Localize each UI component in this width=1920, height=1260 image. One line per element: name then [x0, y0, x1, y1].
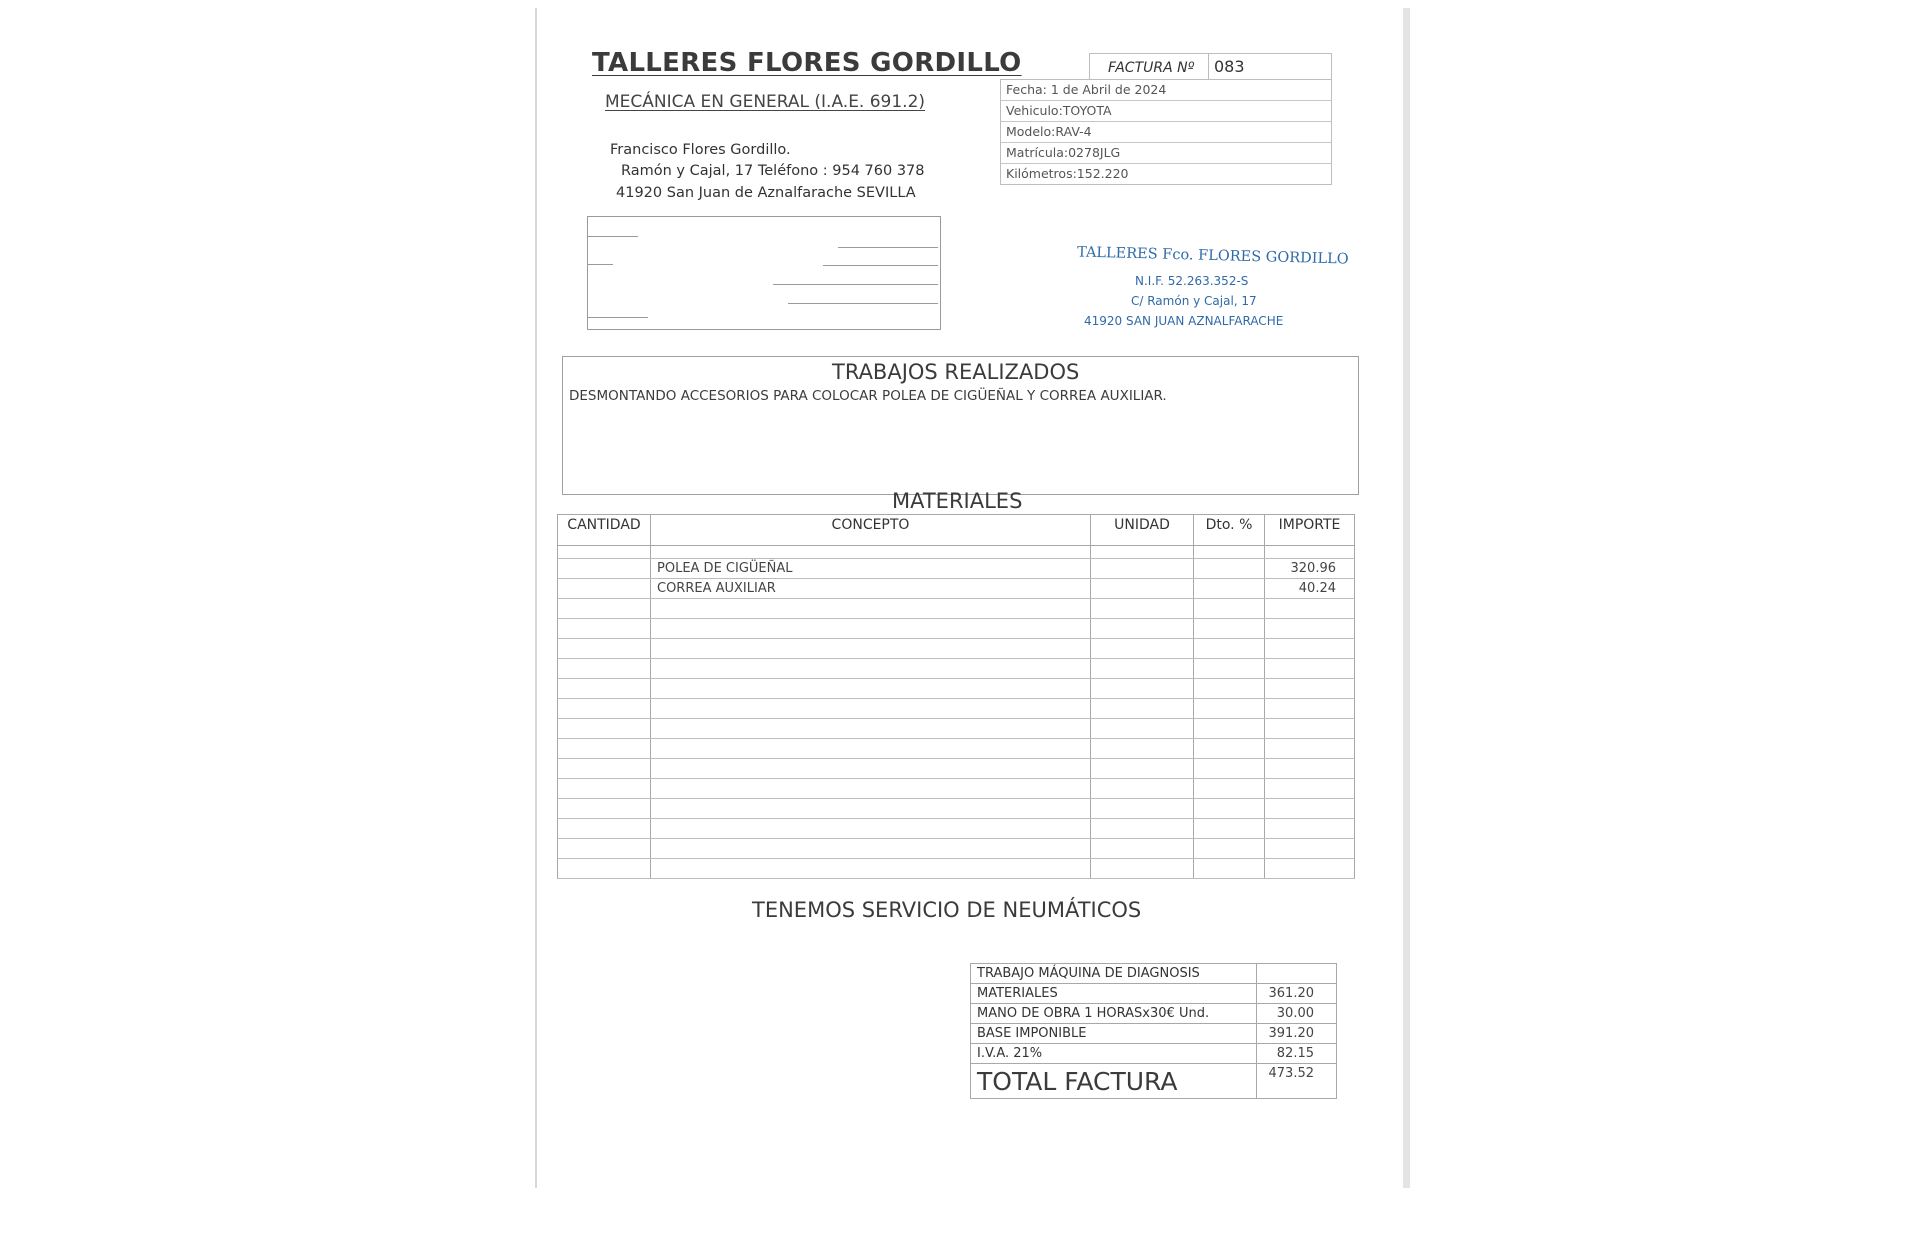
materials-header-row — [558, 515, 1355, 546]
empty-cell — [651, 599, 1091, 619]
empty-cell — [651, 739, 1091, 759]
empty-cell — [1194, 639, 1265, 659]
empty-cell — [1091, 719, 1194, 739]
invoice-number: 083 — [1214, 57, 1245, 76]
empty-cell — [651, 719, 1091, 739]
empty-cell — [1091, 799, 1194, 819]
item-dto — [1194, 579, 1265, 599]
invoice-plate: Matrícula:0278JLG — [1001, 143, 1331, 164]
stamp-line-3: C/ Ramón y Cajal, 17 — [1131, 294, 1257, 308]
empty-cell — [1265, 819, 1355, 839]
totals-table — [970, 963, 1337, 1099]
item-importe: 320.96 — [1265, 559, 1355, 579]
invoice-number-label: FACTURA Nº — [1108, 60, 1195, 76]
col-importe: IMPORTE — [1265, 515, 1355, 546]
table-row — [558, 719, 1355, 739]
trabajos-description: DESMONTANDO ACCESORIOS PARA COLOCAR POLEA DE CIGÜEÑAL Y CORREA AUXILIAR. — [569, 388, 1167, 404]
empty-cell — [1091, 679, 1194, 699]
table-row — [558, 859, 1355, 879]
empty-cell — [1265, 719, 1355, 739]
company-city: 41920 San Juan de Aznalfarache SEVILLA — [616, 185, 916, 201]
empty-cell — [558, 799, 651, 819]
table-row — [558, 599, 1355, 619]
empty-cell — [1194, 699, 1265, 719]
empty-cell — [651, 779, 1091, 799]
item-importe: 40.24 — [1265, 579, 1355, 599]
empty-cell — [558, 659, 651, 679]
totals-value: 82.15 — [1257, 1044, 1337, 1064]
table-row — [558, 659, 1355, 679]
trabajos-title: TRABAJOS REALIZADOS — [832, 360, 1080, 384]
invoice-km: Kilómetros:152.220 — [1006, 166, 1129, 181]
empty-cell — [1091, 659, 1194, 679]
empty-cell — [651, 799, 1091, 819]
table-row — [558, 679, 1355, 699]
empty-cell — [1091, 859, 1194, 879]
tires-notice: TENEMOS SERVICIO DE NEUMÁTICOS — [752, 898, 1142, 922]
empty-cell — [651, 639, 1091, 659]
table-row — [558, 619, 1355, 639]
empty-cell — [558, 859, 651, 879]
totals-value — [1257, 964, 1337, 984]
empty-cell — [1265, 859, 1355, 879]
empty-cell — [1265, 839, 1355, 859]
total-row — [971, 1064, 1337, 1099]
item-concepto: POLEA DE CIGÜEÑAL — [651, 559, 1091, 579]
col-unidad: UNIDAD — [1091, 515, 1194, 546]
empty-cell — [651, 699, 1091, 719]
totals-row — [971, 1044, 1337, 1064]
empty-cell — [651, 839, 1091, 859]
invoice-details — [1000, 79, 1332, 185]
company-subtitle: MECÁNICA EN GENERAL (I.A.E. 691.2) — [605, 92, 926, 112]
empty-cell — [651, 659, 1091, 679]
empty-cell — [1194, 779, 1265, 799]
empty-cell — [1265, 779, 1355, 799]
materiales-title: MATERIALES — [892, 489, 1023, 513]
table-row — [558, 759, 1355, 779]
totals-label: TRABAJO MÁQUINA DE DIAGNOSIS — [971, 964, 1257, 984]
empty-cell — [1265, 799, 1355, 819]
empty-cell — [1194, 739, 1265, 759]
company-street-phone: Ramón y Cajal, 17 Teléfono : 954 760 378 — [621, 163, 925, 179]
item-dto — [1194, 559, 1265, 579]
totals-row — [971, 1004, 1337, 1024]
empty-cell — [1194, 799, 1265, 819]
empty-cell — [558, 719, 651, 739]
invoice-date: Fecha: 1 de Abril de 2024 — [1001, 80, 1331, 101]
empty-cell — [1194, 839, 1265, 859]
col-concepto: CONCEPTO — [651, 515, 1091, 546]
table-row — [558, 546, 1355, 559]
item-unidad — [1091, 579, 1194, 599]
total-value: 473.52 — [1257, 1064, 1337, 1099]
empty-cell — [1091, 639, 1194, 659]
table-row — [558, 699, 1355, 719]
stamp-line-2: N.I.F. 52.263.352-S — [1135, 274, 1249, 288]
totals-value: 30.00 — [1257, 1004, 1337, 1024]
empty-cell — [1265, 659, 1355, 679]
empty-cell — [1265, 639, 1355, 659]
empty-cell — [1265, 599, 1355, 619]
invoice-page — [535, 8, 1410, 1188]
totals-row — [971, 1024, 1337, 1044]
totals-label: BASE IMPONIBLE — [971, 1024, 1257, 1044]
item-concepto: CORREA AUXILIAR — [651, 579, 1091, 599]
empty-cell — [1194, 619, 1265, 639]
col-cantidad: CANTIDAD — [558, 515, 651, 546]
table-row — [558, 559, 1355, 579]
item-cantidad — [558, 559, 651, 579]
empty-cell — [1091, 759, 1194, 779]
table-row — [558, 799, 1355, 819]
empty-cell — [651, 859, 1091, 879]
invoice-info-box — [1000, 53, 1330, 189]
totals-label: I.V.A. 21% — [971, 1044, 1257, 1064]
empty-cell — [1265, 679, 1355, 699]
empty-cell — [1265, 619, 1355, 639]
totals-label: MATERIALES — [971, 984, 1257, 1004]
company-owner: Francisco Flores Gordillo. — [610, 142, 791, 158]
invoice-number-cell — [1089, 53, 1332, 80]
customer-box — [587, 216, 941, 330]
empty-cell — [558, 739, 651, 759]
col-dto: Dto. % — [1194, 515, 1265, 546]
empty-cell — [558, 599, 651, 619]
empty-cell — [558, 759, 651, 779]
empty-cell — [558, 639, 651, 659]
total-label: TOTAL FACTURA — [971, 1064, 1257, 1099]
invoice-vehicle: Vehiculo:TOYOTA — [1001, 101, 1331, 122]
totals-value: 391.20 — [1257, 1024, 1337, 1044]
empty-cell — [651, 819, 1091, 839]
table-row — [558, 639, 1355, 659]
empty-cell — [651, 759, 1091, 779]
empty-cell — [1194, 679, 1265, 699]
table-row — [558, 779, 1355, 799]
empty-cell — [1265, 739, 1355, 759]
empty-cell — [1091, 819, 1194, 839]
empty-cell — [651, 679, 1091, 699]
empty-cell — [1194, 719, 1265, 739]
empty-cell — [1194, 599, 1265, 619]
empty-cell — [1091, 839, 1194, 859]
materials-table — [557, 514, 1355, 879]
empty-cell — [558, 679, 651, 699]
empty-cell — [1091, 619, 1194, 639]
company-name: TALLERES FLORES GORDILLO — [592, 48, 1022, 78]
empty-cell — [1194, 819, 1265, 839]
empty-cell — [1091, 699, 1194, 719]
totals-value: 361.20 — [1257, 984, 1337, 1004]
empty-cell — [1091, 599, 1194, 619]
totals-row — [971, 984, 1337, 1004]
empty-cell — [558, 699, 651, 719]
empty-cell — [1265, 699, 1355, 719]
empty-cell — [651, 619, 1091, 639]
stamp-line-4: 41920 SAN JUAN AZNALFARACHE — [1084, 314, 1284, 328]
empty-cell — [1265, 759, 1355, 779]
table-row — [558, 579, 1355, 599]
item-unidad — [1091, 559, 1194, 579]
table-row — [558, 739, 1355, 759]
invoice-model: Modelo:RAV-4 — [1001, 122, 1331, 143]
totals-label: MANO DE OBRA 1 HORASx30€ Und. — [971, 1004, 1257, 1024]
empty-cell — [558, 779, 651, 799]
stamp-line-1: TALLERES Fco. FLORES GORDILLO — [1076, 244, 1349, 268]
table-row — [558, 839, 1355, 859]
empty-cell — [1194, 659, 1265, 679]
empty-cell — [1194, 859, 1265, 879]
table-row — [558, 819, 1355, 839]
materials-section — [557, 514, 1354, 887]
empty-cell — [558, 819, 651, 839]
totals-row — [971, 964, 1337, 984]
item-cantidad — [558, 579, 651, 599]
empty-cell — [1091, 739, 1194, 759]
empty-cell — [558, 839, 651, 859]
empty-cell — [1091, 779, 1194, 799]
empty-cell — [1194, 759, 1265, 779]
empty-cell — [558, 619, 651, 639]
